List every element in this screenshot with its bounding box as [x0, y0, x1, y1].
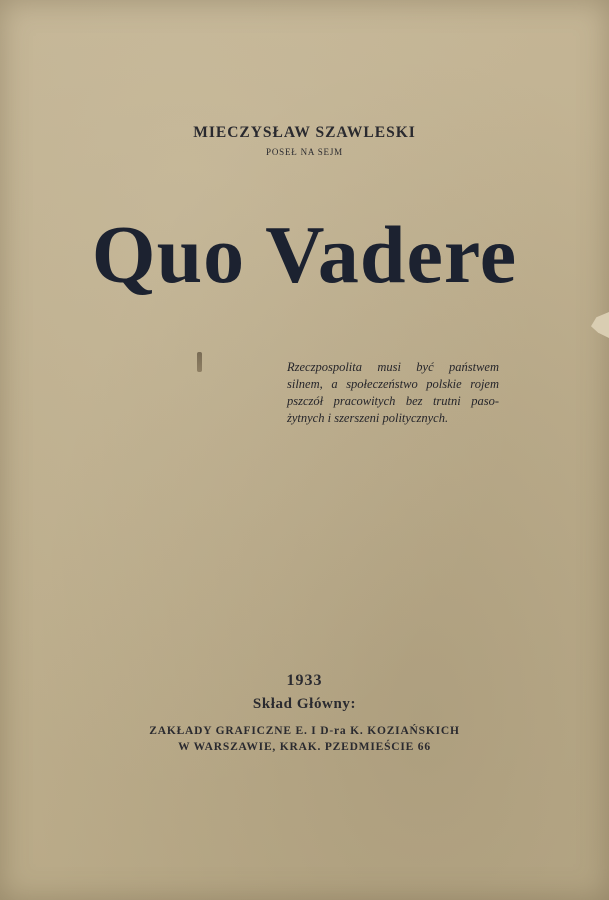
motto-line: pszczół pracowitych bez trutni paso- [287, 394, 499, 408]
paper-stain [197, 352, 202, 372]
paper-tear [591, 312, 609, 338]
author-name: MIECZYSŁAW SZAWLESKI [193, 124, 416, 141]
author-subtitle: POSEŁ NA SEJM [266, 147, 343, 157]
motto [287, 359, 499, 427]
motto-line: żytnych i szerszeni politycznych. [287, 411, 449, 425]
motto-line: Rzeczpospolita musi być państwem [287, 360, 499, 374]
motto-line: silnem, a społeczeństwo polskie rojem [287, 377, 499, 391]
publisher-line: W WARSZAWIE, KRAK. PZEDMIEŚCIE 66 [178, 741, 431, 753]
publisher-line: ZAKŁADY GRAFICZNE E. I D-ra K. KOZIAŃSKICH [149, 725, 460, 737]
publication-year: 1933 [286, 672, 323, 689]
book-title: Quo Vadere [91, 209, 518, 300]
distribution-heading: Skład Główny: [252, 696, 357, 712]
publisher-info [0, 723, 609, 755]
